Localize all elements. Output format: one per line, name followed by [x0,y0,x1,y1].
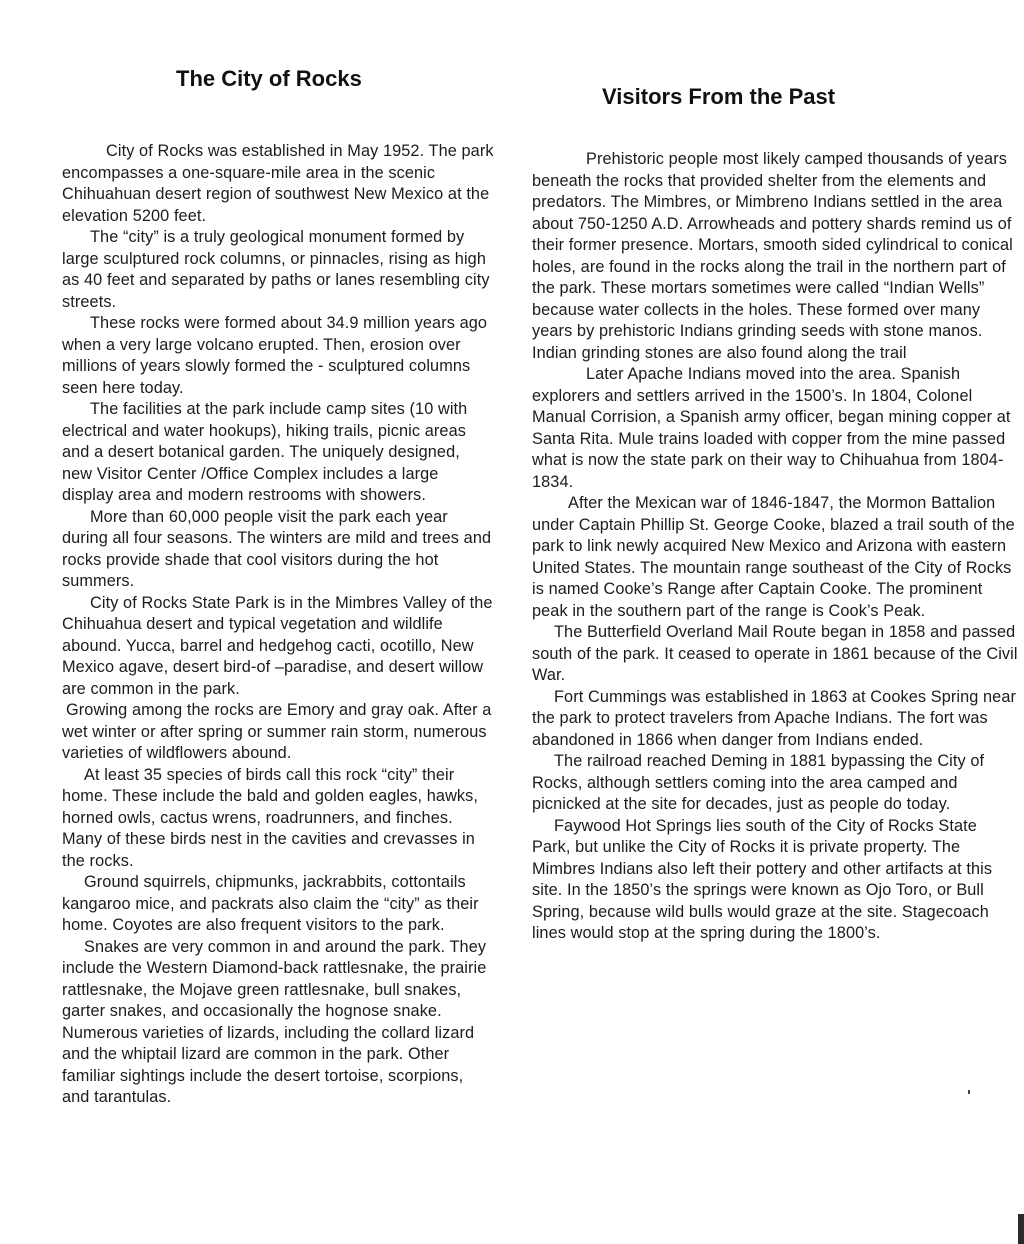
left-column-title: The City of Rocks [176,66,362,91]
paragraph: Faywood Hot Springs lies south of the City of Rocks State Park, but unlike the City of Rocks it is private property. The Mimbres Indians also left their pottery and other artifacts at this site. In the 1850’s the springs were known as Ojo Toro, or Bull Spring, because wild bulls would graze at the site. Stagecoach lines would stop at the spring during the 1800’s. [532,816,993,942]
paragraph: Fort Cummings was established in 1863 at Cookes Spring near the park to protect travelers from Apache Indians. The fort was abandoned in 1866 when danger from Indians ended. [532,687,1017,749]
paragraph: Prehistoric people most likely camped thousands of years beneath the rocks that provided shelter from the elements and predators. The Mimbres, or Mimbreno Indians settled in the area about 750-1250 A.D. Arrowheads and pottery shards remind us of their former presence. Mortars, smooth sided cylindrical to conical holes, are found in the rocks along the trail in the northern part of the park. These mortars sometimes were called “Indian Wells” because water collects in the holes. These formed over many years by prehistoric Indians grinding seeds with stone manos. Indian grinding stones are also found along the trail [532,150,1013,362]
paragraph: More than 60,000 people visit the park each year during all four seasons. The winters are mild and trees and rocks provide shade that cool visitors during the hot summers. [62,507,492,590]
left-column-body [62,141,494,1209]
paragraph: City of Rocks was established in May 1952. The park encompasses a one-square-mile area in the scenic Chihuahuan desert region of southwest New Mexico at the elevation 5200 feet. [62,142,494,225]
paragraph: Ground squirrels, chipmunks, jackrabbits, cottontails kangaroo mice, and packrats also claim the “city” as their home. Coyotes are also frequent visitors to the park. [62,873,479,934]
paragraph: The railroad reached Deming in 1881 bypassing the City of Rocks, although settlers coming into the area camped and picnicked at the site for decades, just as people do today. [532,752,985,813]
paragraph: These rocks were formed about 34.9 million years ago when a very large volcano erupted. Then, erosion over millions of years slowly formed the - sculptured columns seen here today. [62,314,488,397]
scan-edge-mark [1018,1214,1024,1244]
paragraph: The Butterfield Overland Mail Route began in 1858 and passed south of the park. It ceased to operate in 1861 because of the Civil War. [532,623,1018,684]
right-column-body [532,149,1018,945]
paragraph: City of Rocks State Park is in the Mimbres Valley of the Chihuahua desert and typical vegetation and wildlife abound. Yucca, barrel and hedgehog cacti, ocotillo, New Mexico agave, desert bird-of –paradise, and desert willow are common in the park. [62,593,493,698]
paragraph: Snakes are very common in and around the park. They include the Western Diamond-back rattlesnake, the prairie rattlesnake, the Mojave green rattlesnake, bull snakes, garter snakes, and occasionally the hognose snake. Numerous varieties of lizards, including the collard lizard and the whiptail lizard are common in the park. Other familiar sightings include the desert tortoise, scorpions, and tarantulas. [62,937,487,1106]
paragraph: Growing among the rocks are Emory and gray oak. After a wet winter or after spring or summer rain storm, numerous varieties of wildflowers abound. [62,701,492,762]
paragraph: At least 35 species of birds call this rock “city” their home. These include the bald and golden eagles, hawks, horned owls, cactus wrens, roadrunners, and finches. Many of these birds nest in the cavities and crevasses in the rocks. [62,765,479,870]
paragraph: The facilities at the park include camp sites (10 with electrical and water hookups), hiking trails, picnic areas and a desert botanical garden. The uniquely designed, new Visitor Center /Office Complex includes a large display area and modern restrooms with showers. [62,400,468,504]
paragraph: After the Mexican war of 1846-1847, the Mormon Battalion under Captain Phillip St. George Cooke, blazed a trail south of the park to link newly acquired New Mexico and Arizona with eastern United States. The mountain range southeast of the City of Rocks is named Cooke’s Range after Captain Cooke. The prominent peak in the southern part of the range is Cook’s Peak. [532,494,1015,620]
paragraph: The “city” is a truly geological monument formed by large sculptured rock columns, or pinnacles, rising as high as 40 feet and separated by paths or lanes resembling city streets. [62,228,490,311]
paragraph: Later Apache Indians moved into the area. Spanish explorers and settlers arrived in the 1500’s. In 1804, Colonel Manual Corrision, a Spanish army officer, began mining copper at Santa Rita. Mule trains loaded with copper from the mine passed what is now the state park on their way to Chihuahua from 1804-1834. [532,365,1011,491]
right-column-title: Visitors From the Past [602,84,836,109]
scan-speck [968,1090,970,1094]
